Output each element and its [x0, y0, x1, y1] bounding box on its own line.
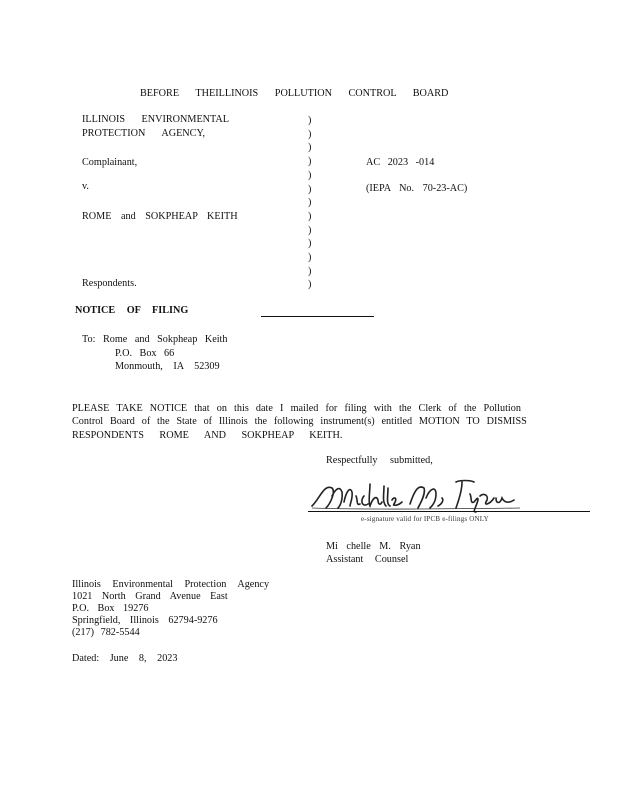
paren: ) [308, 224, 312, 236]
paren: ) [308, 183, 312, 195]
case-number: AC 2023 -014 [366, 157, 435, 168]
to-line-1: To: Rome and Sokpheap Keith [82, 334, 228, 345]
signer-name: Mi chelle M. Ryan [326, 541, 421, 552]
body-line-1: PLEASE TAKE NOTICE that on this date I mailed for filing with the Clerk of the Pollution [72, 403, 521, 414]
signer-title: Assistant Counsel [326, 554, 409, 565]
paren: ) [308, 169, 312, 181]
agency-line-4: Springfield, Illinois 62794-9276 [72, 615, 218, 626]
paren: ) [308, 210, 312, 222]
to-line-3: Monmouth, IA 52309 [115, 361, 220, 372]
paren: ) [308, 156, 312, 168]
caption-parentheses [308, 114, 311, 292]
title-underline [261, 316, 374, 317]
paren: ) [308, 265, 312, 277]
signature-image [310, 478, 522, 514]
paren: ) [308, 128, 312, 140]
paren: ) [308, 279, 312, 291]
board-heading: BEFORE THEILLINOIS POLLUTION CONTROL BOARD [140, 88, 449, 99]
respondent-name: ROME and SOKPHEAP KEITH [82, 211, 238, 222]
paren: ) [308, 238, 312, 250]
complainant-name-line2: PROTECTION AGENCY, [82, 128, 206, 139]
agency-line-1: Illinois Environmental Protection Agency [72, 579, 270, 590]
date-line: Dated: June 8, 2023 [72, 653, 178, 664]
iepa-number: (IEPA No. 70-23-AC) [366, 183, 468, 194]
notice-title: NOTICE OF FILING [75, 305, 189, 316]
body-line-2: Control Board of the State of Illinois the following instrument(s) entitled MOTION TO DISMISS [72, 416, 527, 427]
closing: Respectfully submitted, [326, 455, 433, 466]
versus-label: v. [82, 181, 89, 192]
paren: ) [308, 142, 312, 154]
complainant-label: Complainant, [82, 157, 138, 168]
agency-line-3: P.O. Box 19276 [72, 603, 149, 614]
paren: ) [308, 197, 312, 209]
signature-note: e-signature valid for IPCB e-filings ONLY [361, 515, 489, 523]
to-line-2: P.O. Box 66 [115, 348, 175, 359]
agency-line-2: 1021 North Grand Avenue East [72, 591, 228, 602]
agency-phone: (217) 782-5544 [72, 627, 140, 638]
paren: ) [308, 115, 312, 126]
signature-line [308, 511, 590, 512]
body-line-3: RESPONDENTS ROME AND SOKPHEAP KEITH. [72, 430, 343, 441]
respondents-label: Respondents. [82, 278, 137, 289]
paren: ) [308, 252, 312, 264]
complainant-name-line1: ILLINOIS ENVIRONMENTAL [82, 114, 230, 125]
